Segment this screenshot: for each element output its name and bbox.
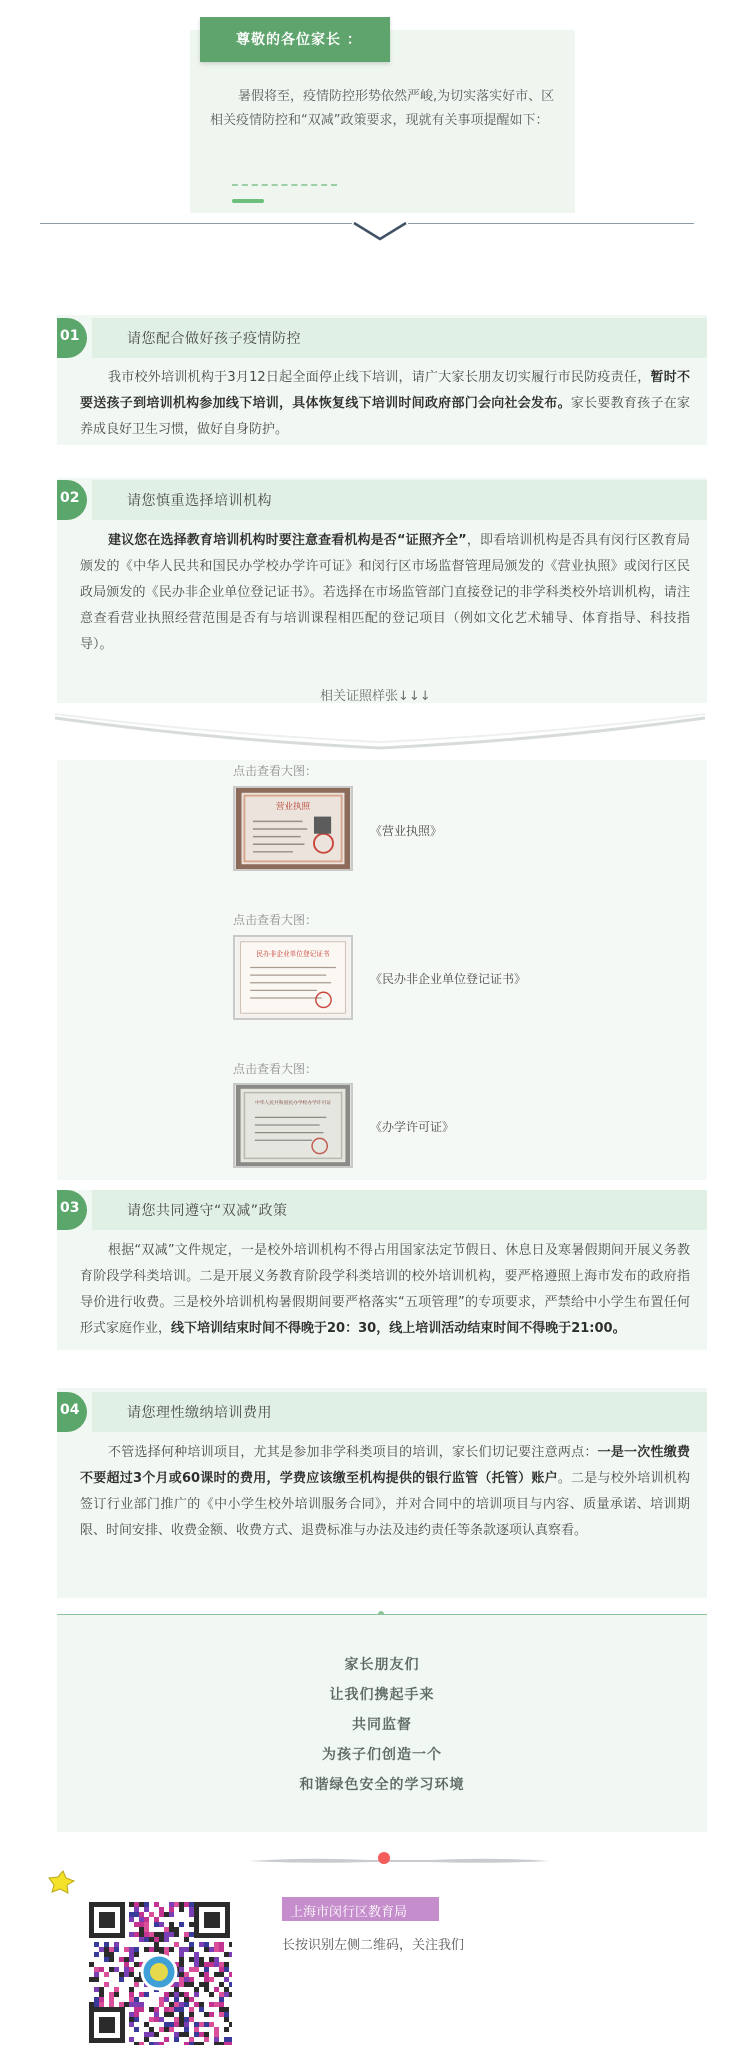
closing-line: 家长朋友们: [344, 1657, 420, 1673]
section-01-paragraph: [80, 365, 690, 443]
cert-caption: 《营业执照》: [370, 824, 443, 838]
qr-finder-top-left: [89, 1902, 125, 1938]
footer-instruction: 长按识别左侧二维码，关注我们: [282, 1938, 465, 1953]
section-02-title: 请您慎重选择培训机构: [127, 493, 272, 509]
certificate-stamp-text: 营业执照: [275, 801, 311, 812]
star-icon: [46, 1870, 76, 1894]
section-02-number: 02: [60, 490, 80, 506]
decorative-bar: [232, 199, 264, 203]
paragraph-text: 不管选择何种培训项目，尤其是参加非学科类项目的培训，家长们切记要注意两点：: [108, 1445, 598, 1460]
paragraph-text: 根据“双减”文件规定，一是校外培训机构不得占用国家法定节假日、休息日及寒暑假期间开展义务教育阶段学科类培训。二是开展义务教育阶段学科类培训的校外培训机构，要严格遵照上海市发布的政府指导价进行收费。三是校外培训机构暑假期间要严格落实“五项管理”的专项要求，严禁给中小学生布置任何形式家庭作业，: [80, 1243, 690, 1336]
paragraph-bold-text: 暂时不要送孩子到培训机构参加线下培训，具体恢复线下培训时间政府部门会向社会发布。: [80, 370, 690, 411]
closing-line: 和谐绿色安全的学习环境: [299, 1777, 465, 1793]
paragraph-bold-text: 建议您在选择教育培训机构时要注意查看机构是否“证照齐全”: [108, 533, 467, 548]
certificates-link[interactable]: 相关证照样张↓↓↓: [320, 689, 431, 704]
certificate-stamp-text: 民办非企业单位登记证书: [256, 950, 330, 959]
cert-caption: 《民办非企业单位登记证书》: [370, 972, 527, 986]
paragraph-text: 。二是与校外培训机构签订行业部门推广的《中小学生校外培训服务合同》，并对合同中的培训项目与内容、质量承诺、培训期限、时间安排、收费金额、收费方式、退费标准与办法及违约责任等条款逐项认真察看。: [80, 1471, 690, 1538]
curved-divider: [55, 700, 705, 760]
cert-hint: 点击查看大图：: [233, 764, 318, 778]
section-04-title: 请您理性缴纳培训费用: [127, 1405, 272, 1421]
paragraph-bold-text: 线下培训结束时间不得晚于20：30，线上培训活动结束时间不得晚于21:00。: [171, 1321, 626, 1336]
paragraph-text: 我市校外培训机构于3月12日起全面停止线下培训，请广大家长朋友切实履行市民防疫责任，: [108, 370, 651, 385]
section-01-number: 01: [60, 328, 80, 344]
section-03-number: 03: [60, 1200, 80, 1216]
paragraph-bold-text: 一是一次性缴费不要超过3个月或60课时的费用，学费应该缴至机构提供的银行监管（托管）账户: [80, 1445, 690, 1486]
qr-finder-top-right: [194, 1902, 230, 1938]
closing-line: 共同监督: [352, 1717, 412, 1733]
footer-separator: [250, 1855, 550, 1867]
paragraph-text: ，即看培训机构是否具有闵行区教育局颁发的《中华人民共和国民办学校办学许可证》和闵行区市场监督管理局颁发的《营业执照》或闵行区民政局颁发的《民办非企业单位登记证书》。若选择在市场监管部门直接登记的非学科类校外培训机构，请注意查看营业执照经营范围是否有与培训课程相匹配的登记项目（例如文化艺术辅导、体育指导、科技指导）。: [80, 533, 690, 652]
decorative-dashes: [232, 184, 337, 186]
registration-certificate-image[interactable]: [233, 935, 353, 1020]
section-03-title: 请您共同遵守“双减”政策: [127, 1203, 288, 1219]
business-license-image[interactable]: [233, 786, 353, 871]
organization-badge: [282, 1897, 439, 1921]
cert-hint: 点击查看大图：: [233, 913, 318, 927]
qr-finder-bottom-left: [89, 2007, 125, 2043]
greeting-title-tab: [200, 17, 390, 62]
section-04-number: 04: [60, 1402, 80, 1418]
closing-line: 让我们携起手来: [329, 1687, 435, 1703]
chevron-down-icon: [352, 220, 408, 242]
section-03-paragraph: [80, 1238, 690, 1342]
section-02-paragraph: [80, 528, 690, 658]
cert-caption: 《办学许可证》: [370, 1120, 455, 1134]
paragraph-text: 家长要教育孩子在家养成良好卫生习惯，做好自身防护。: [80, 396, 690, 437]
closing-line: 为孩子们创造一个: [322, 1747, 442, 1763]
section-01-title: 请您配合做好孩子疫情防控: [127, 331, 301, 347]
greeting-title: 尊敬的各位家长 ：: [236, 32, 362, 48]
greeting-text: 暑假将至，疫情防控形势依然严峻,为切实落实好市、区相关疫情防控和“双减”政策要求，现就有关事项提醒如下：: [210, 89, 555, 128]
certificate-stamp-text: 中华人民共和国民办学校办学许可证: [254, 1101, 332, 1107]
organization-name: 上海市闵行区教育局: [290, 1905, 408, 1920]
school-license-image[interactable]: [233, 1083, 353, 1168]
section-04-paragraph: [80, 1440, 690, 1544]
qr-code-image[interactable]: [87, 1900, 232, 2045]
cert-hint: 点击查看大图：: [233, 1062, 318, 1076]
footer-dot: [378, 1852, 390, 1864]
